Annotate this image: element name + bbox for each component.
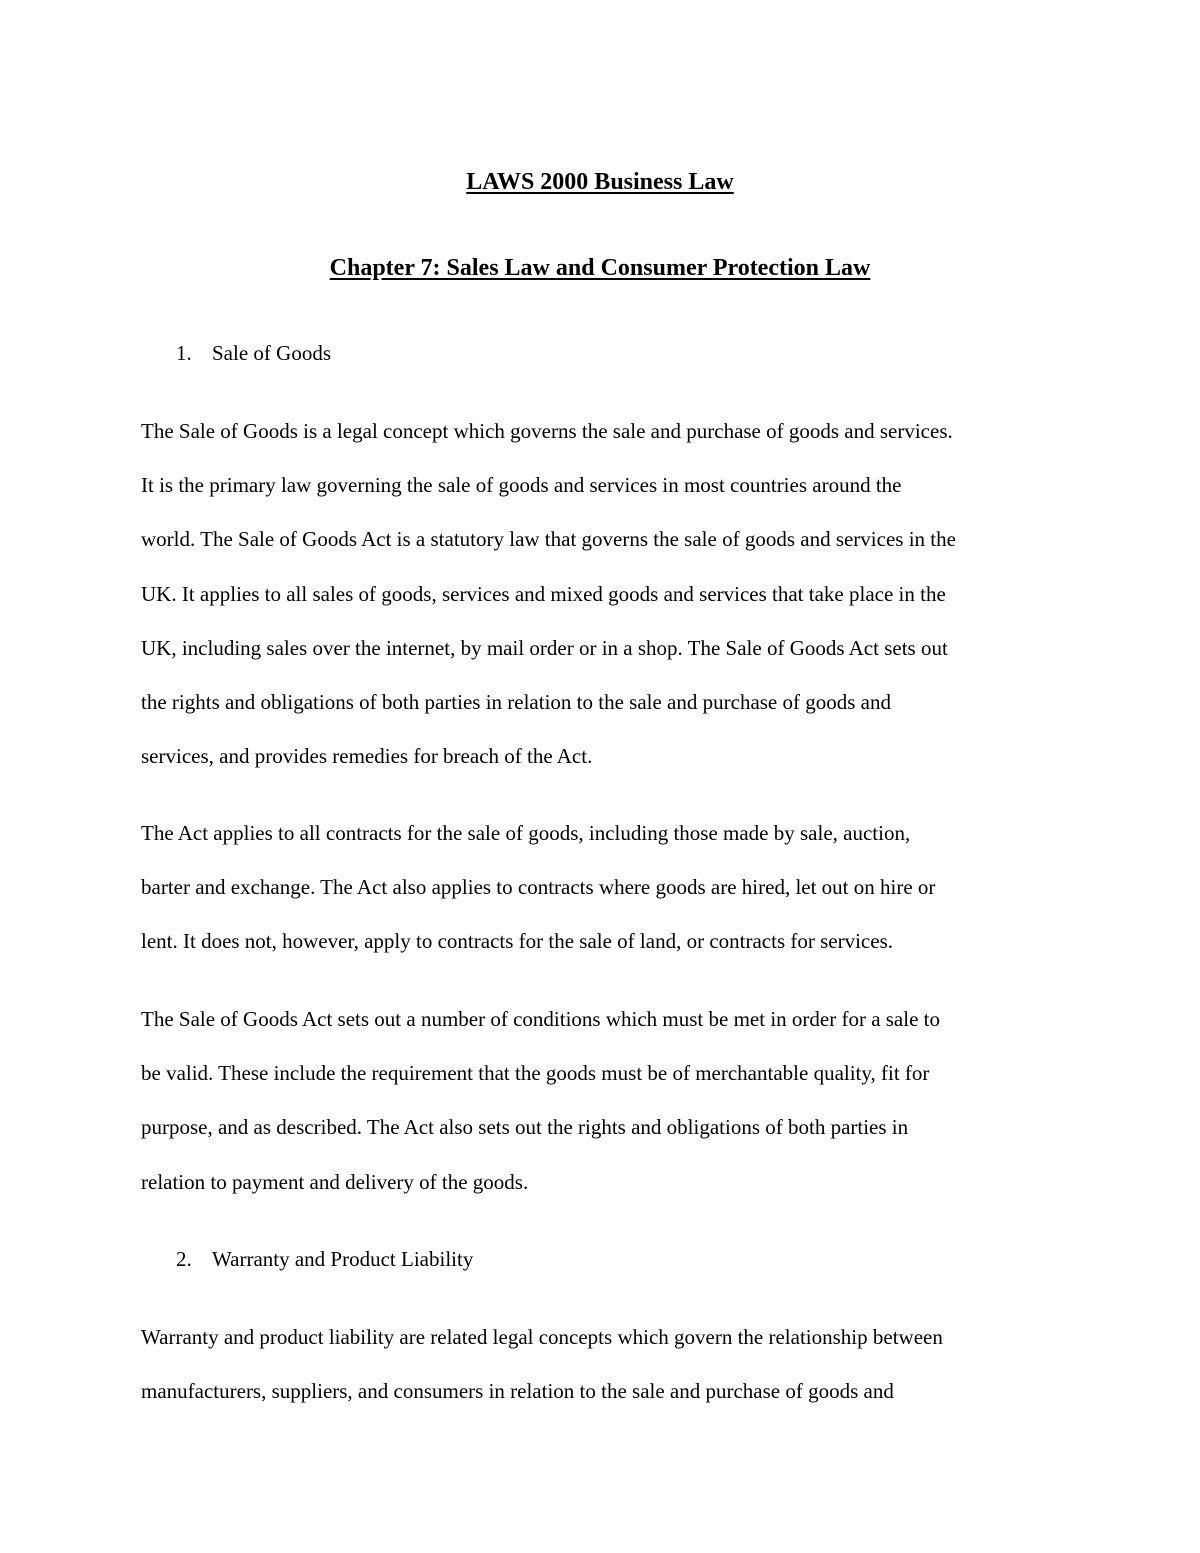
paragraph-line: UK. It applies to all sales of goods, services and mixed goods and services that take place in the (141, 581, 946, 606)
paragraph-line: manufacturers, suppliers, and consumers in relation to the sale and purchase of goods and (141, 1379, 894, 1404)
section-number: 1. (176, 341, 192, 365)
paragraph-line: The Sale of Goods is a legal concept which governs the sale and purchase of goods and services. (141, 419, 953, 443)
paragraph-line: purpose, and as described. The Act also sets out the rights and obligations of both parties in (141, 1115, 909, 1140)
paragraph-line: It is the primary law governing the sale of goods and services in most countries around the (141, 473, 902, 498)
paragraph-line: UK, including sales over the internet, by mail order or in a shop. The Sale of Goods Act sets out (141, 635, 948, 660)
document-title: LAWS 2000 Business Law (466, 169, 734, 195)
section-heading-warranty (176, 1245, 473, 1273)
paragraph-line: the rights and obligations of both parties in relation to the sale and purchase of goods and (141, 690, 891, 715)
paragraph-act-scope (141, 806, 1061, 969)
chapter-title: Chapter 7: Sales Law and Consumer Protection Law (329, 255, 871, 281)
section-heading-text: Warranty and Product Liability (212, 1247, 474, 1271)
paragraph-line: be valid. These include the requirement that the goods must be of merchantable quality, fit for (141, 1061, 930, 1086)
section-heading-sale-of-goods (176, 339, 331, 367)
section-number: 2. (176, 1247, 192, 1271)
paragraph-line: The Act applies to all contracts for the sale of goods, including those made by sale, auction, (141, 821, 911, 845)
paragraph-warranty-intro (141, 1310, 1061, 1418)
paragraph-line: world. The Sale of Goods Act is a statutory law that governs the sale of goods and services in the (141, 527, 956, 552)
paragraph-line: relation to payment and delivery of the goods. (141, 1169, 529, 1194)
paragraph-line: Warranty and product liability are related legal concepts which govern the relationship between (141, 1325, 943, 1349)
paragraph-line: lent. It does not, however, apply to contracts for the sale of land, or contracts for services. (141, 929, 893, 954)
paragraph-line: services, and provides remedies for breach of the Act. (141, 744, 593, 769)
section-heading-text: Sale of Goods (212, 341, 331, 365)
paragraph-line: The Sale of Goods Act sets out a number of conditions which must be met in order for a sale to (141, 1007, 940, 1031)
paragraph-act-conditions (141, 992, 1061, 1209)
paragraph-sale-of-goods-intro (141, 404, 1061, 783)
paragraph-line: barter and exchange. The Act also applies to contracts where goods are hired, let out on hire or (141, 875, 936, 900)
